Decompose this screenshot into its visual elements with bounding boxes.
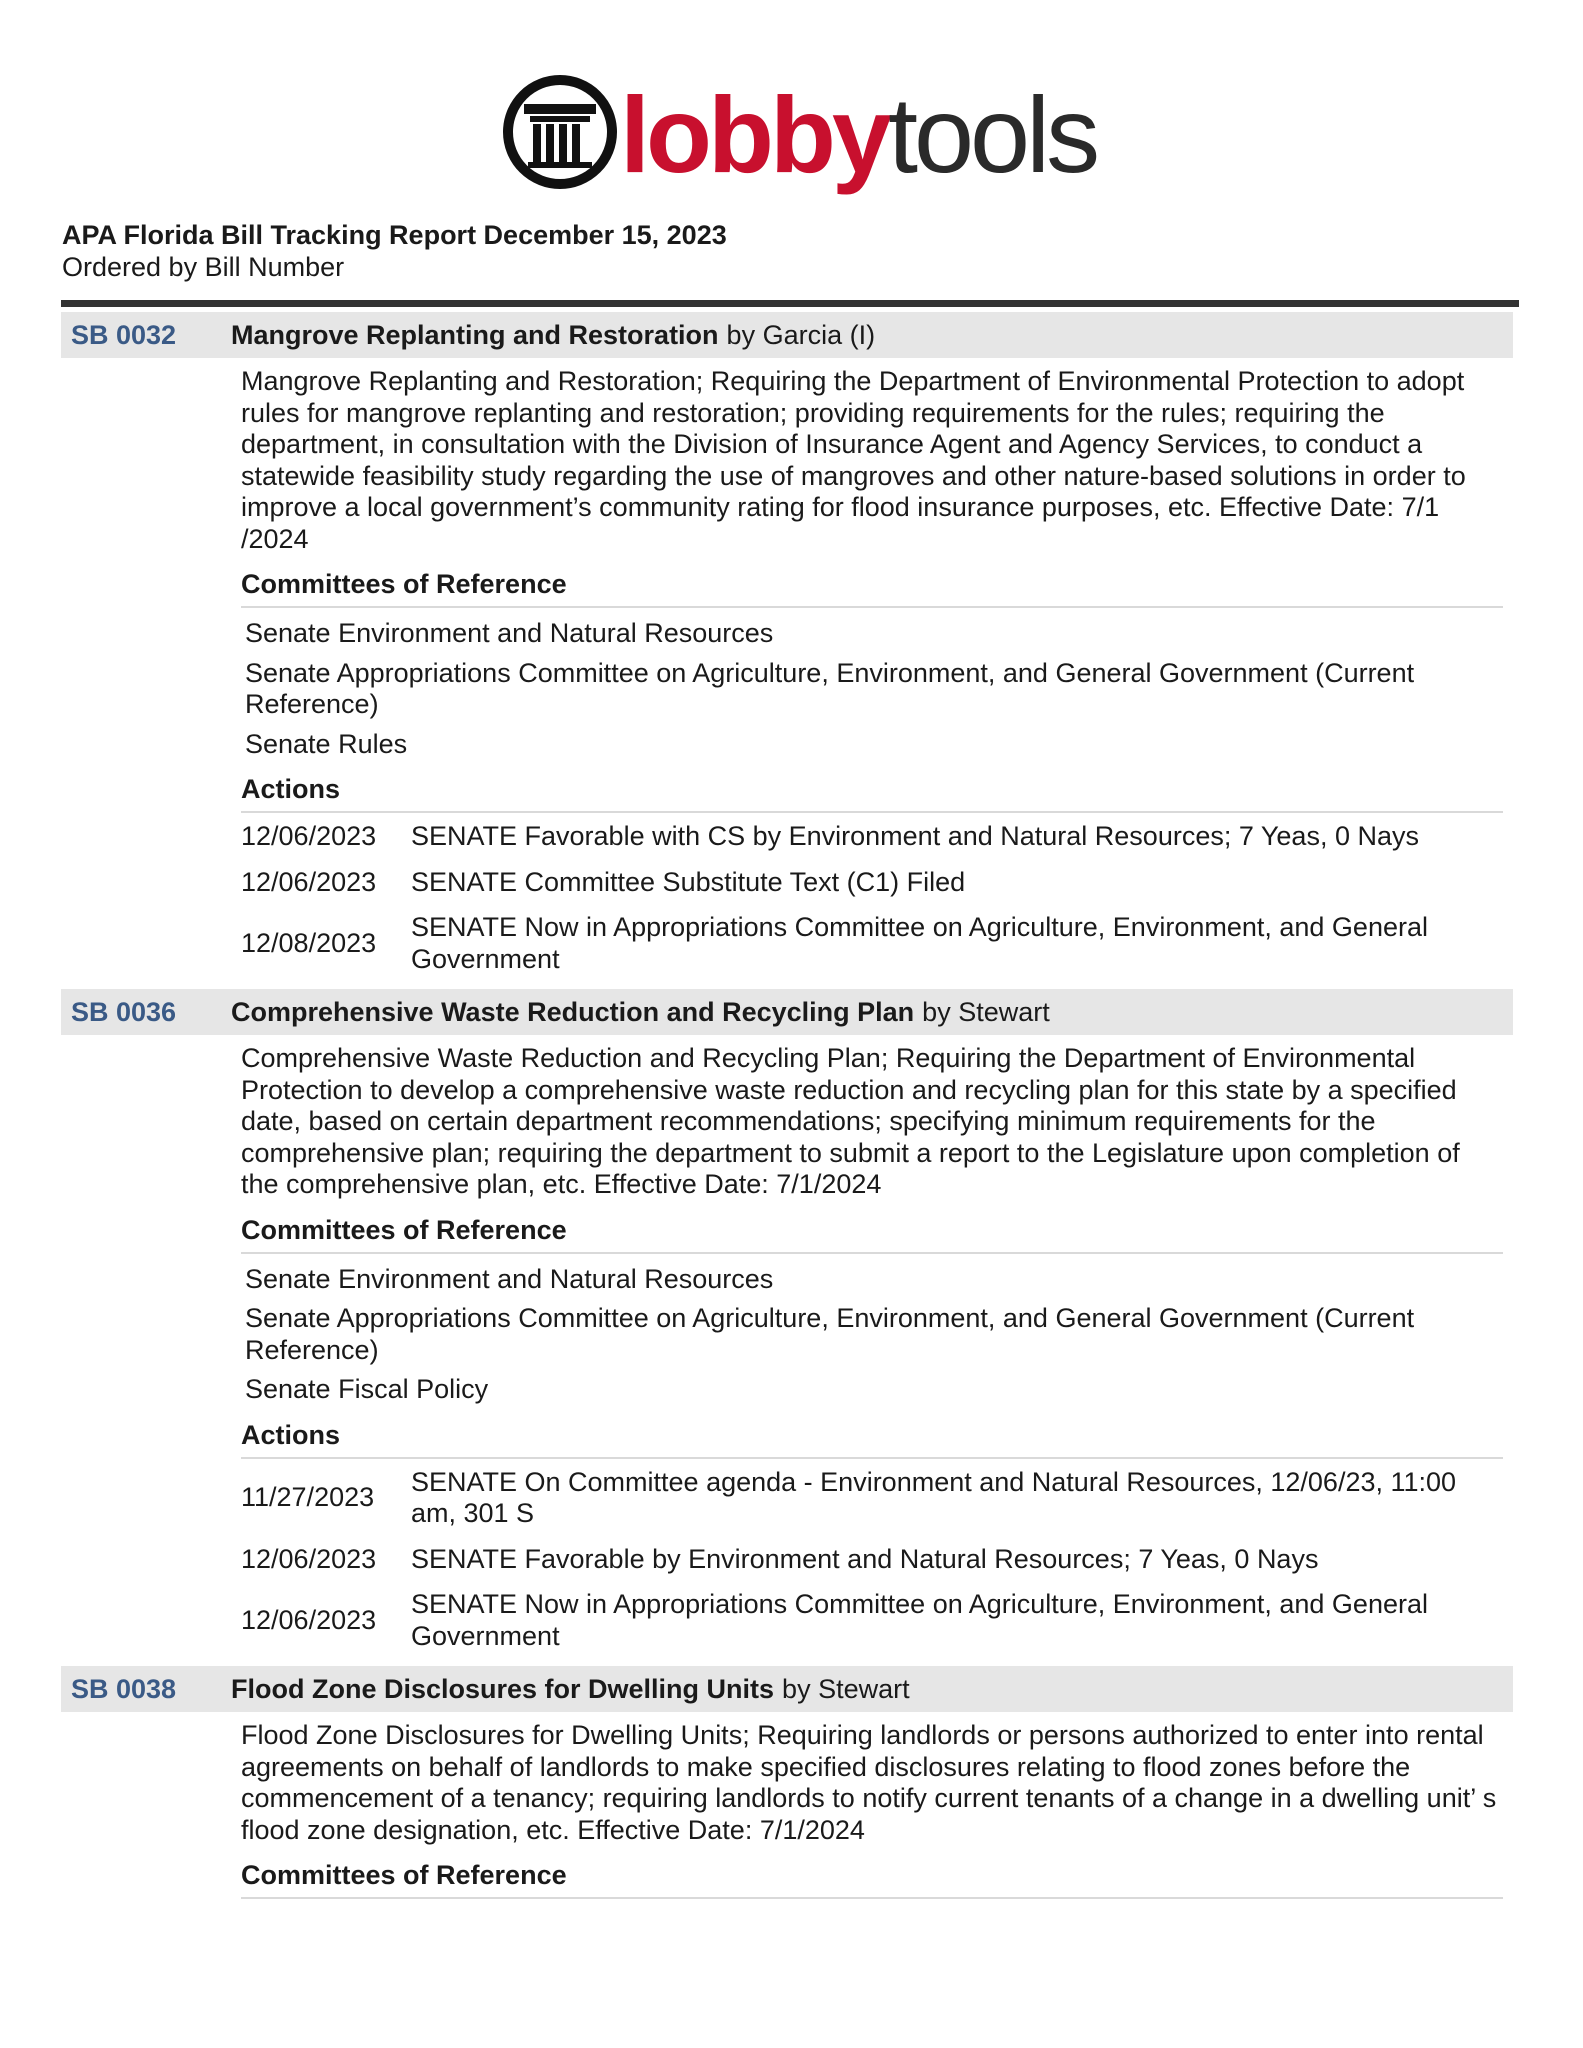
bill-summary: Flood Zone Disclosures for Dwelling Units; Requiring landlords or persons authorized to enter into rental agreements on behalf of landlords to make specified disclosures relating to flood zones before the commencement of a tenancy; requiring landlords to notify current tenants of a change in a dwelling unit’ s flood zone designation, etc. Effective Date: 7/1/2024 [241,1720,1497,1845]
bill-title: Comprehensive Waste Reduction and Recycling Plan [231,996,915,1027]
action-date: 12/06/2023 [241,1604,377,1635]
committee-item: Senate Environment and Natural Resources [245,1263,774,1294]
actions-heading: Actions [241,774,1503,813]
action-row [241,1589,1503,1652]
bill-sponsor: by Stewart [922,996,1050,1027]
bill-entry [61,989,1513,1652]
action-list [241,813,1503,975]
logo-word-tools: tools [887,74,1097,195]
bill-body [241,1720,1513,1899]
action-text: SENATE Favorable with CS by Environment and Natural Resources; 7 Yeas, 0 Nays [411,821,1419,851]
bill-title: Mangrove Replanting and Restoration [231,319,719,350]
capitol-column-icon [502,74,618,190]
bill-entry [61,312,1513,975]
committee-item: Senate Appropriations Committee on Agriculture, Environment, and General Government (Current Reference) [245,1303,1415,1365]
committees-heading: Committees of Reference [241,1860,1503,1899]
bill-header [61,1666,1513,1712]
bill-number[interactable]: SB 0036 [71,996,177,1027]
bill-header [61,312,1513,358]
report-title: APA Florida Bill Tracking Report December 15, 2023 [62,220,727,250]
bill-title: Flood Zone Disclosures for Dwelling Units [231,1673,775,1704]
action-row [241,867,1503,899]
bill-header [61,989,1513,1035]
action-date: 12/06/2023 [241,1543,377,1574]
committee-item: Senate Fiscal Policy [245,1374,489,1404]
committee-item: Senate Environment and Natural Resources [245,618,774,648]
committees-heading: Committees of Reference [241,569,1503,608]
committee-list [241,1254,1503,1406]
logo-wordmark [620,70,1096,200]
action-row [241,1544,1503,1576]
action-row [241,912,1503,975]
bill-list [61,312,1513,1909]
bill-number[interactable]: SB 0038 [71,1673,177,1704]
action-text: SENATE Favorable by Environment and Natural Resources; 7 Yeas, 0 Nays [411,1543,1319,1574]
committee-item: Senate Appropriations Committee on Agriculture, Environment, and General Government (Current Reference) [245,657,1415,719]
action-date: 12/06/2023 [241,866,377,897]
report-subtitle: Ordered by Bill Number [62,252,345,282]
action-text: SENATE Committee Substitute Text (C1) Filed [411,866,966,897]
action-row [241,821,1503,853]
bill-sponsor: by Garcia (I) [726,319,876,350]
action-row [241,1467,1503,1530]
committees-heading: Committees of Reference [241,1215,1503,1254]
bill-entry [61,1666,1513,1899]
action-text: SENATE Now in Appropriations Committee on Agriculture, Environment, and General Government [411,912,1428,974]
committee-item: Senate Rules [245,728,408,759]
bill-summary: Mangrove Replanting and Restoration; Requiring the Department of Environmental Protection to adopt rules for mangrove replanting and restoration; providing requirements for the rules; requiring the department, in consultation with the Division of Insurance Agent and Agency Services, to conduct a statewide feasibility study regarding the use of mangroves and other nature-based solutions in order to improve a local government’s community rating for flood insurance purposes, etc. Effective Date: 7/1 /2024 [241,366,1466,554]
bill-body [241,366,1513,975]
bill-body [241,1043,1513,1652]
action-text: SENATE On Committee agenda - Environment and Natural Resources, 12/06/23, 11:00 am, 301 S [411,1466,1457,1528]
action-date: 11/27/2023 [241,1482,375,1513]
committee-list [241,608,1503,760]
logo-word-lobby: lobby [620,74,888,195]
action-date: 12/06/2023 [241,821,377,851]
bill-number[interactable]: SB 0032 [71,319,177,350]
action-date: 12/08/2023 [241,927,377,958]
bill-sponsor: by Stewart [782,1673,910,1704]
bill-summary: Comprehensive Waste Reduction and Recycling Plan; Requiring the Department of Environmental Protection to develop a comprehensive waste reduction and recycling plan for this state by a specified date, based on certain department recommendations; specifying minimum requirements for the comprehensive plan; requiring the department to submit a report to the Legislature upon completion of the comprehensive plan, etc. Effective Date: 7/1/2024 [241,1043,1460,1199]
action-list [241,1459,1503,1653]
action-text: SENATE Now in Appropriations Committee on Agriculture, Environment, and General Government [411,1589,1428,1651]
header-divider [61,300,1519,307]
actions-heading: Actions [241,1420,1503,1459]
lobbytools-logo [502,70,1097,210]
